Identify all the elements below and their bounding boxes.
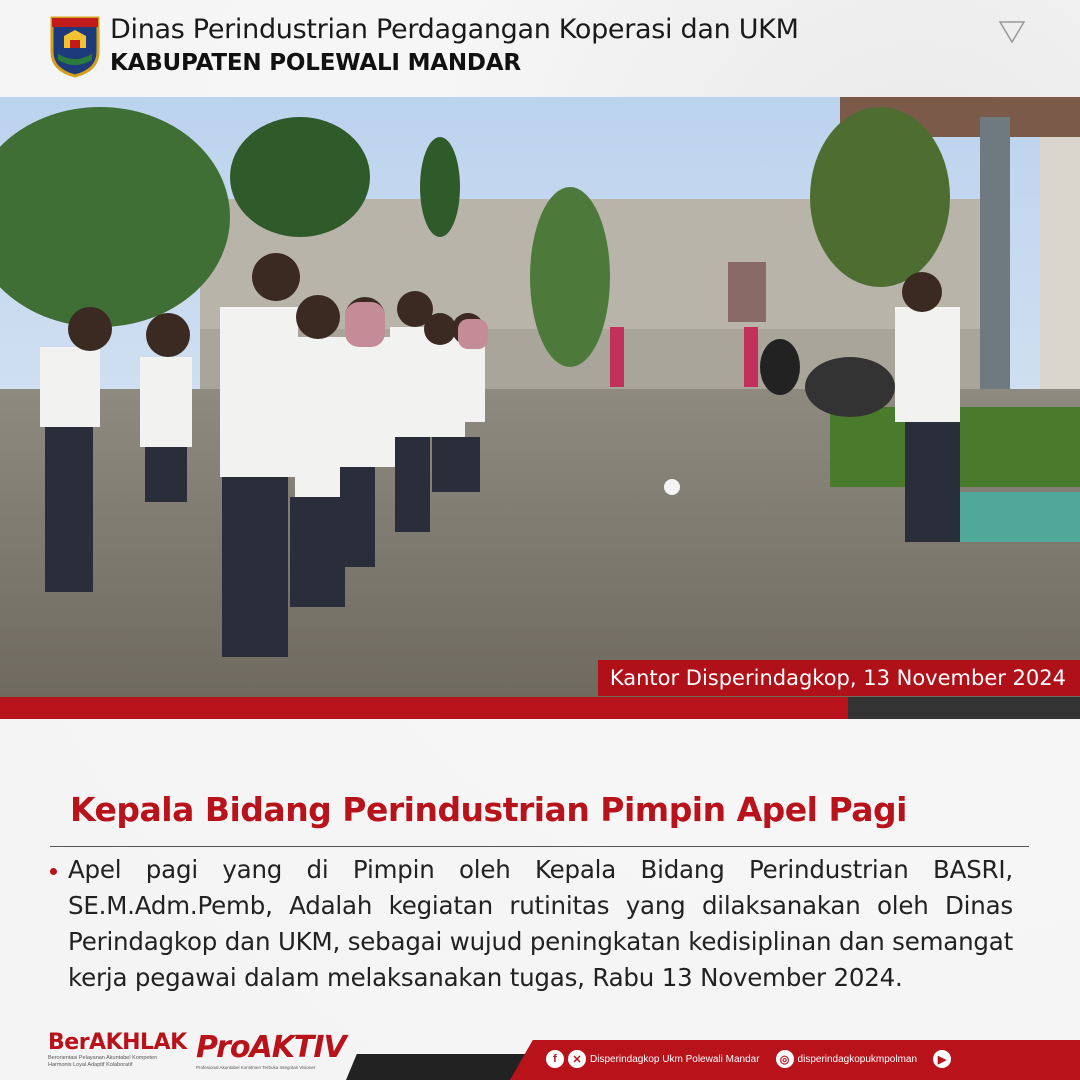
berakhlak-tagline: Berorientasi Pelayanan Akuntabel Kompeten Harmonis Loyal Adaptif Kolaboratif — [48, 1055, 158, 1068]
agency-name: Dinas Perindustrian Perdagangan Koperasi dan UKM — [110, 14, 799, 45]
youtube-icon[interactable]: ▶ — [933, 1050, 951, 1068]
triangle-icon — [998, 20, 1026, 44]
instagram-account[interactable]: disperindagkopukmpolman — [797, 1053, 918, 1065]
berakhlak-logo — [48, 1030, 187, 1069]
headline-rule — [50, 846, 1029, 847]
x-icon[interactable]: ✕ — [568, 1050, 586, 1068]
header — [0, 0, 1080, 96]
photo-caption: Kantor Disperindagkop, 13 November 2024 — [598, 660, 1080, 696]
divider-bar-red — [0, 697, 848, 719]
article-body: Apel pagi yang di Pimpin oleh Kepala Bidang Perindustrian BASRI, SE.M.Adm.Pemb, Adalah kegiatan rutinitas yang dilaksanakan oleh Dinas Perindagkop dan UKM, sebagai wujud peningkatan kedisiplinan dan semangat kerja pegawai dalam melaksanakan tugas, Rabu 13 November 2024. — [68, 855, 1013, 992]
footer-dark-band — [346, 1054, 526, 1080]
facebook-icon[interactable]: f — [546, 1050, 564, 1068]
proaktiv-logo — [196, 1030, 346, 1070]
divider-bar-dark — [848, 697, 1080, 719]
proaktiv-wordmark: ProAKTIV — [196, 1030, 346, 1065]
regency-logo — [48, 14, 102, 78]
article-headline: Kepala Bidang Perindustrian Pimpin Apel Pagi — [70, 790, 907, 829]
social-links — [546, 1048, 955, 1070]
facebook-x-account[interactable]: Disperindagkop Ukm Polewali Mandar — [590, 1053, 760, 1065]
proaktiv-tagline: Profesional Akuntabel Komitmen Terbuka Integritas Visioner — [196, 1065, 316, 1070]
bullet-icon — [50, 868, 57, 875]
regency-name: KABUPATEN POLEWALI MANDAR — [110, 50, 521, 76]
event-photo — [0, 97, 1080, 697]
berakhlak-wordmark: BerAKHLAK — [48, 1030, 187, 1055]
instagram-icon[interactable]: ◎ — [776, 1050, 794, 1068]
